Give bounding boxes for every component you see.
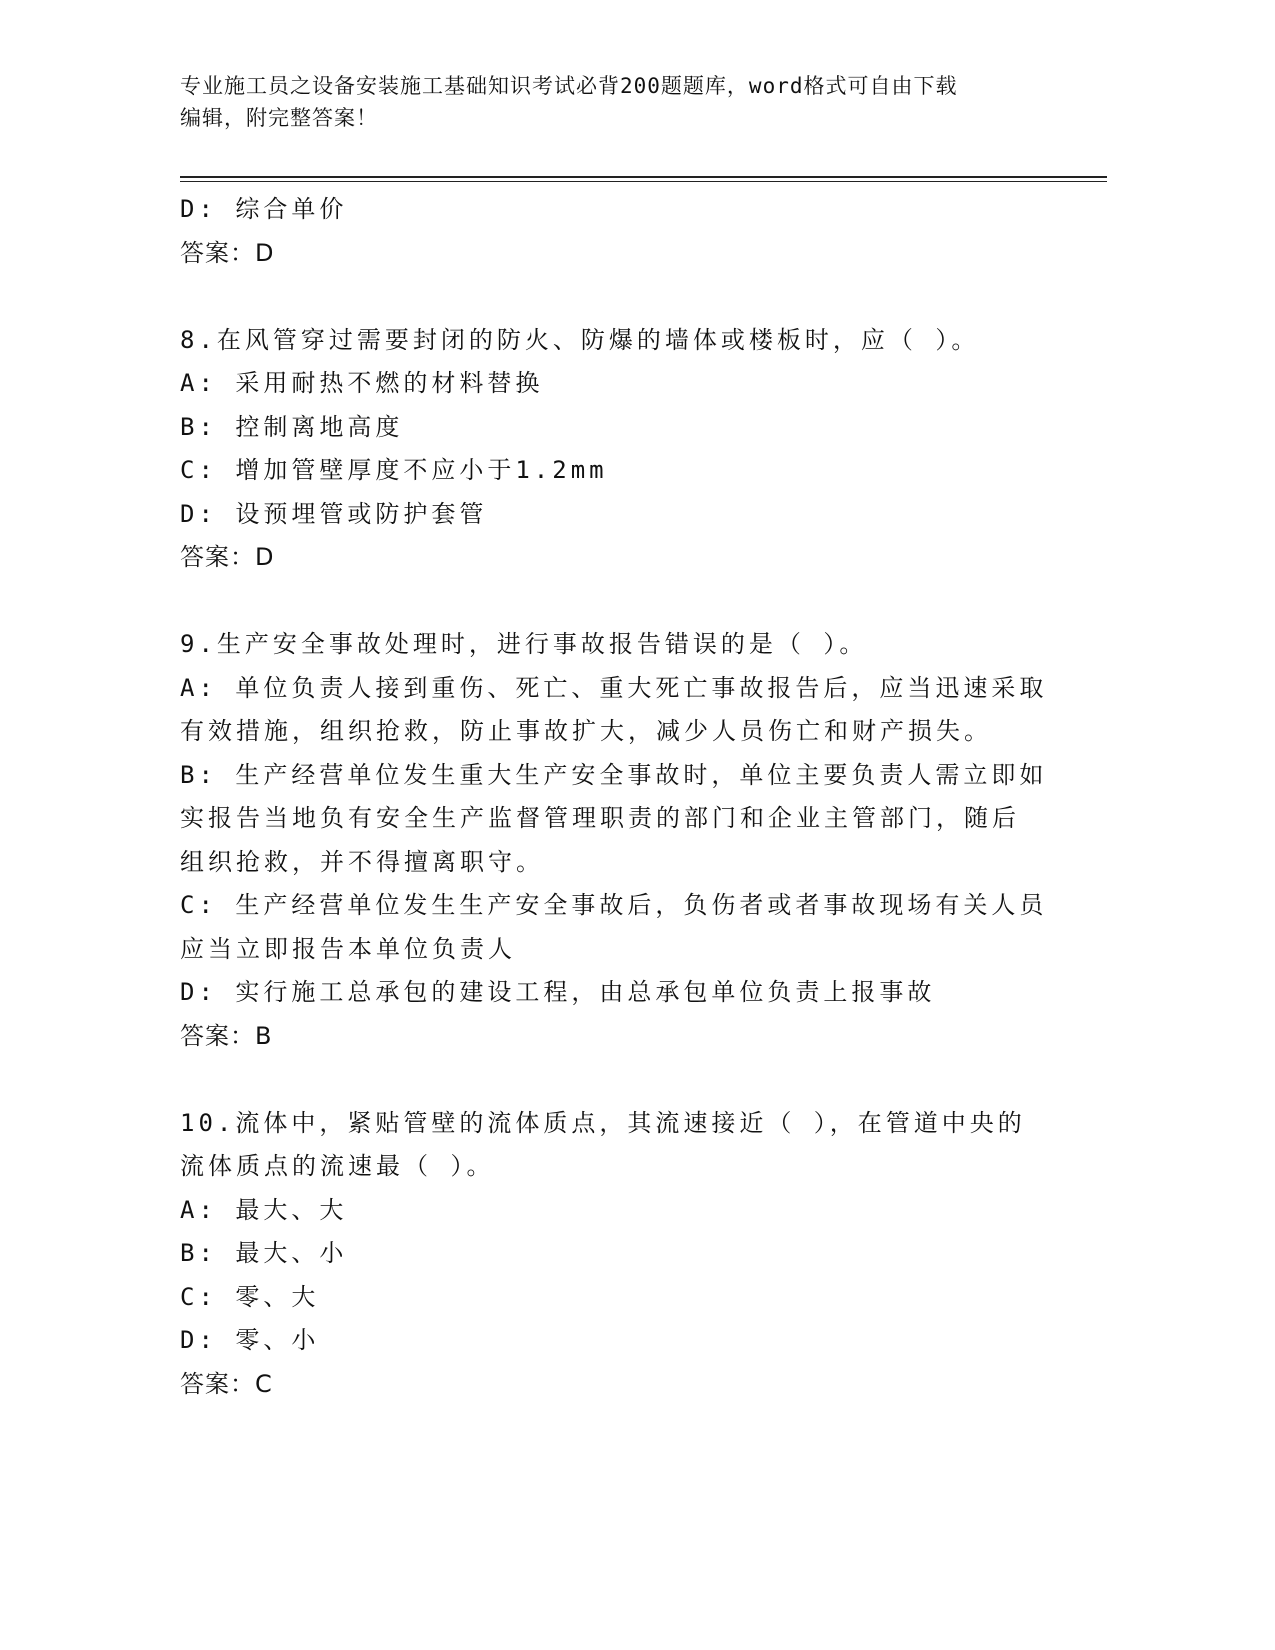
option-c: C: 零、大 (180, 1282, 320, 1311)
option-a: A: 采用耐热不燃的材料替换 (180, 369, 544, 397)
option-d: D: 实行施工总承包的建设工程，由总承包单位负责上报事故 (180, 978, 936, 1006)
option-d: D: 设预埋管或防护套管 (180, 499, 488, 528)
header-title-line-1: 专业施工员之设备安装施工基础知识考试必背200题题库，word格式可自由下载 (180, 74, 958, 98)
question-stem-continued: 流体质点的流速最（ ）。 (180, 1152, 495, 1180)
question-stem: 8.在风管穿过需要封闭的防火、防爆的墙体或楼板时，应（ ）。 (180, 325, 980, 354)
option-a: A: 单位负责人接到重伤、死亡、重大死亡事故报告后，应当迅速采取 (180, 673, 1048, 702)
answer-line: 答案：D (180, 543, 275, 571)
question-8 (180, 319, 1060, 580)
option-b: B: 控制离地高度 (180, 412, 404, 441)
option-c: C: 增加管壁厚度不应小于1.2mm (180, 456, 608, 484)
answer-line: 答案：B (180, 1021, 273, 1050)
question-content (180, 188, 1060, 1406)
option-a: A: 最大、大 (180, 1195, 348, 1224)
option-d: D: 零、小 (180, 1326, 320, 1354)
question-9 (180, 623, 1060, 1058)
option-b-continued: 组织抢救，并不得擅离职守。 (180, 847, 544, 876)
header-divider-thick (180, 176, 1107, 178)
header-divider-thin (180, 181, 1107, 182)
option-b: B: 最大、小 (180, 1239, 348, 1267)
spacer (180, 1058, 1060, 1102)
spacer (180, 275, 1060, 319)
question-stem: 9.生产安全事故处理时，进行事故报告错误的是（ ）。 (180, 630, 868, 658)
answer-line: 答案：C (180, 1369, 273, 1398)
previous-question-tail (180, 188, 1060, 275)
option-c-continued: 应当立即报告本单位负责人 (180, 934, 516, 963)
answer-line: 答案：D (180, 238, 275, 267)
option-a-continued: 有效措施，组织抢救，防止事故扩大，减少人员伤亡和财产损失。 (180, 717, 992, 745)
question-10 (180, 1102, 1060, 1407)
option-d: D: 综合单价 (180, 195, 348, 223)
question-stem: 10.流体中，紧贴管壁的流体质点，其流速接近（ ），在管道中央的 (180, 1108, 1026, 1137)
option-b: B: 生产经营单位发生重大生产安全事故时，单位主要负责人需立即如 (180, 760, 1048, 789)
spacer (180, 580, 1060, 624)
page-header (180, 70, 1040, 134)
option-b-continued: 实报告当地负有安全生产监督管理职责的部门和企业主管部门，随后 (180, 804, 1020, 832)
option-c: C: 生产经营单位发生生产安全事故后，负伤者或者事故现场有关人员 (180, 891, 1048, 919)
header-title-line-2: 编辑，附完整答案！ (180, 106, 378, 130)
